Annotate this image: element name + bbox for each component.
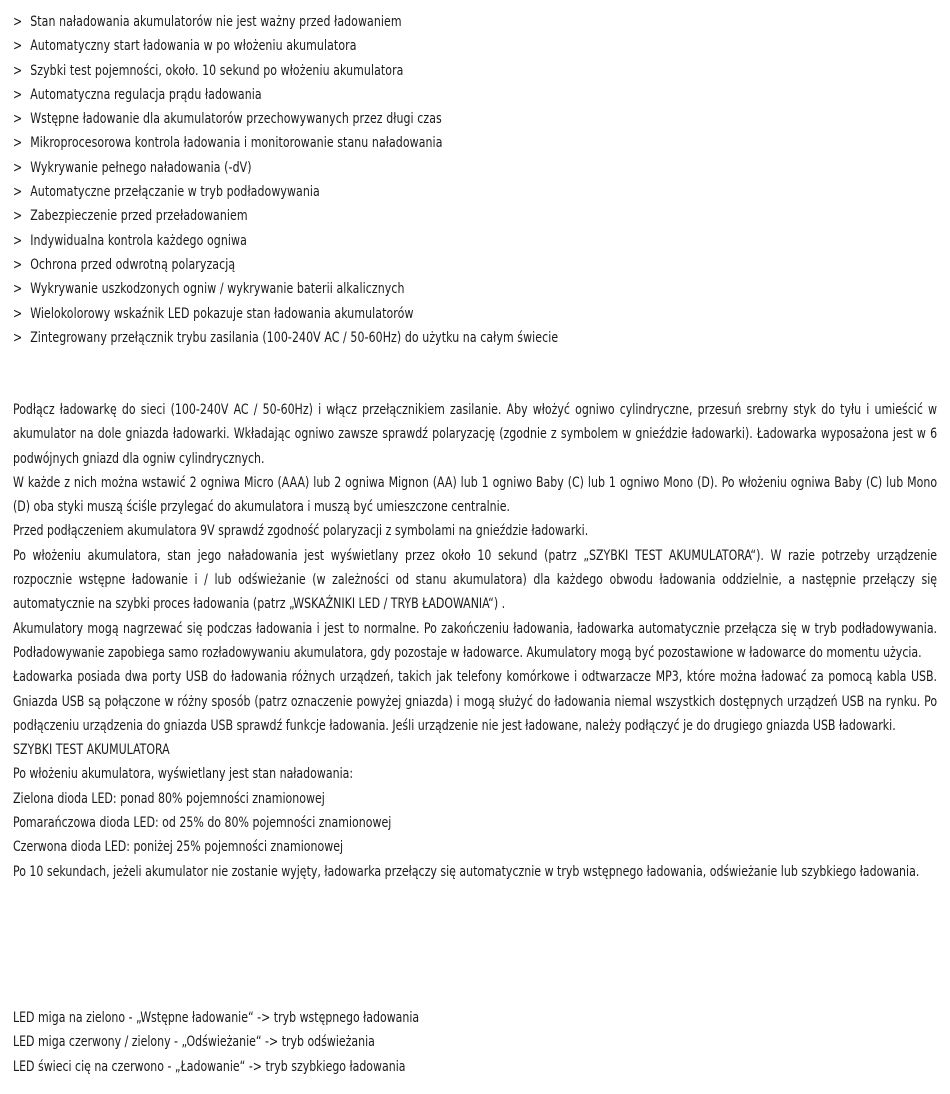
feature-text: Wielokolorowy wskaźnik LED pokazuje stan ładowania akumulatorów bbox=[30, 305, 414, 322]
paragraph-heating: Akumulatory mogą nagrzewać się podczas ładowania i jest to normalne. Po zakończeniu ładowania, ładowarka automatycznie przełącza się w tryb podładowywania. Podładowywanie zapobiega samo rozładowywaniu akumulatora, gdy pozostaje w ładowarce. Akumulatory mogą być pozostawione w ładowarce do momentu użycia. bbox=[13, 620, 938, 661]
paragraph-status: Po włożeniu akumulatora, stan jego naładowania jest wyświetlany przez około 10 sekund (patrz „SZYBKI TEST AKUMULATORA“). W razie potrzeby urządzenie rozpocznie wstępne ładowanie i / lub odświeżanie (w zależności od stanu akumulatora) dla każdego obwodu ładowania oddzielnie, a następnie przełączy się automatycznie na szybki proces ładowania (patrz „WSKAŹNIKI LED / TRYB ŁADOWANIA“) . bbox=[13, 547, 938, 613]
feature-item bbox=[13, 277, 808, 301]
paragraph-usb: Ładowarka posiada dwa porty USB do ładowania różnych urządzeń, takich jak telefony komórkowe i odtwarzacze MP3, które można ładować za pomocą kabla USB. Gniazda USB są połączone w różny sposób (patrz oznaczenie powyżej gniazda) i mogą służyć do ładowania niemal wszystkich dostępnych urządzeń USB na rynku. Po podłączeniu urządzenia do gniazda USB sprawdź funkcje ładowania. Jeśli urządzenie nie jest ładowane, należy podłączyć je do drugiego gniazda USB ładowarki. bbox=[13, 669, 938, 734]
feature-text: Szybki test pojemności, około. 10 sekund po włożeniu akumulatora bbox=[30, 62, 404, 79]
led-mode-line: LED miga czerwony / zielony - „Odświeżanie“ -> tryb odświeżania bbox=[13, 1034, 375, 1051]
bullet: > bbox=[13, 329, 23, 346]
feature-text: Zintegrowany przełącznik trybu zasilania (100-240V AC / 50-60Hz) do użytku na całym świecie bbox=[30, 329, 559, 346]
quick-test-intro: Po włożeniu akumulatora, wyświetlany jest stan naładowania: bbox=[13, 766, 354, 783]
quick-test-green: Zielona dioda LED: ponad 80% pojemności znamionowej bbox=[13, 790, 325, 807]
feature-item bbox=[13, 302, 808, 326]
feature-item bbox=[13, 180, 808, 204]
bullet: > bbox=[13, 208, 23, 225]
bullet: > bbox=[13, 184, 23, 201]
quick-test-heading: SZYBKI TEST AKUMULATORA bbox=[13, 742, 170, 759]
bullet: > bbox=[13, 135, 23, 152]
feature-text: Automatyczna regulacja prądu ładowania bbox=[30, 86, 262, 103]
bullet: > bbox=[13, 14, 23, 30]
quick-test-after: Po 10 sekundach, jeżeli akumulator nie zostanie wyjęty, ładowarka przełączy się automatycznie w tryb wstępnego ładowania, odświeżanie lub szybkiego ładowania. bbox=[13, 863, 920, 880]
manual-page bbox=[13, 10, 938, 1075]
quick-test-red: Czerwona dioda LED: poniżej 25% pojemności znamionowej bbox=[13, 839, 344, 856]
bullet: > bbox=[13, 38, 23, 55]
feature-text: Wykrywanie pełnego naładowania (-dV) bbox=[30, 159, 252, 176]
feature-text: Automatyczne przełączanie w tryb podładowywania bbox=[30, 184, 320, 201]
feature-item bbox=[13, 326, 808, 350]
led-mode-line: LED świeci cię na czerwono - „Ładowanie“ -> tryb szybkiego ładowania bbox=[13, 1058, 406, 1075]
feature-text: Stan naładowania akumulatorów nie jest ważny przed ładowaniem bbox=[30, 14, 402, 30]
bullet: > bbox=[13, 256, 23, 273]
feature-item bbox=[13, 34, 808, 58]
bullet: > bbox=[13, 281, 23, 298]
feature-item bbox=[13, 10, 808, 34]
bullet: > bbox=[13, 159, 23, 176]
bullet: > bbox=[13, 86, 23, 103]
feature-item bbox=[13, 253, 808, 277]
feature-item bbox=[13, 204, 808, 228]
bullet: > bbox=[13, 111, 23, 128]
feature-item bbox=[13, 131, 808, 155]
feature-item bbox=[13, 59, 808, 83]
feature-item bbox=[13, 156, 808, 180]
led-modes-section bbox=[13, 1006, 419, 1079]
feature-text: Zabezpieczenie przed przeładowaniem bbox=[30, 208, 248, 225]
bullet: > bbox=[13, 232, 23, 249]
paragraph-connect: Podłącz ładowarkę do sieci (100-240V AC / 50-60Hz) i włącz przełącznikiem zasilanie. Aby włożyć ogniwo cylindryczne, przesuń srebrny styk do tyłu i umieścić w akumulator na dole gniazda ładowarki. Wkładając ogniwo zawsze sprawdź polaryzację (zgodnie z symbolem w gnieździe ładowarki). Ładowarka wyposażona jest w 6 podwójnych gniazd dla ogniw cylindrycznych. bbox=[13, 402, 938, 467]
paragraph-9v: Przed podłączeniem akumulatora 9V sprawdź zgodność polaryzacji z symbolami na gnieździe ładowarki. bbox=[13, 523, 589, 540]
feature-text: Mikroprocesorowa kontrola ładowania i monitorowanie stanu naładowania bbox=[30, 135, 443, 152]
feature-item bbox=[13, 107, 808, 131]
paragraph-cell-types: W każde z nich można wstawić 2 ogniwa Micro (AAA) lub 2 ogniwa Mignon (AA) lub 1 ogniwo Baby (C) lub 1 ogniwo Mono (D). Po włożeniu ogniwa Baby (C) lub Mono (D) oba styki muszą ściśle przylegać do akumulatora i muszą być umieszczone centralnie. bbox=[13, 474, 938, 516]
feature-item bbox=[13, 229, 808, 253]
feature-item bbox=[13, 83, 808, 107]
bullet: > bbox=[13, 62, 23, 79]
feature-text: Automatyczny start ładowania w po włożeniu akumulatora bbox=[30, 38, 357, 55]
feature-list bbox=[13, 10, 937, 350]
bullet: > bbox=[13, 305, 23, 322]
instructions-section bbox=[13, 398, 937, 884]
feature-text: Ochrona przed odwrotną polaryzacją bbox=[30, 256, 236, 273]
quick-test-orange: Pomarańczowa dioda LED: od 25% do 80% pojemności znamionowej bbox=[13, 815, 392, 832]
feature-text: Wstępne ładowanie dla akumulatorów przechowywanych przez długi czas bbox=[30, 111, 442, 128]
feature-text: Indywidualna kontrola każdego ogniwa bbox=[30, 232, 247, 249]
feature-text: Wykrywanie uszkodzonych ogniw / wykrywanie baterii alkalicznych bbox=[30, 281, 405, 298]
led-mode-line: LED miga na zielono - „Wstępne ładowanie“ -> tryb wstępnego ładowania bbox=[13, 1010, 420, 1026]
